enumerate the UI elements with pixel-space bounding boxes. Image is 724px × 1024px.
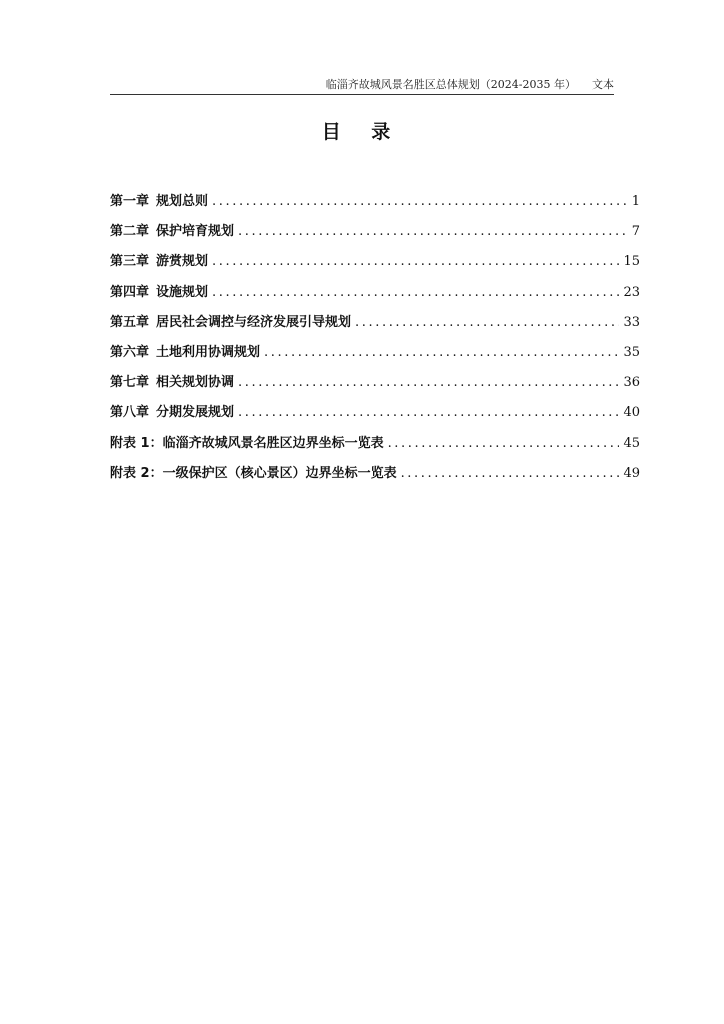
toc-entry-label xyxy=(110,403,234,423)
toc-entry[interactable] xyxy=(110,403,640,433)
toc-entry-title: 附表 2：一级保护区（核心景区）边界坐标一览表 xyxy=(110,465,397,481)
toc-entry-label xyxy=(110,222,234,242)
toc-entry-label xyxy=(110,283,208,303)
header-document-title: 临淄齐故城风景名胜区总体规划（2024-2035 年） xyxy=(325,78,576,91)
toc-dot-leader xyxy=(238,403,619,423)
toc-entry[interactable] xyxy=(110,343,640,373)
toc-entry-title: 规划总则 xyxy=(156,194,209,209)
toc-entry-title: 游赏规划 xyxy=(156,254,209,270)
toc-entry[interactable] xyxy=(110,464,640,494)
toc-dot-leader xyxy=(355,313,619,333)
toc-entry[interactable] xyxy=(110,373,640,403)
toc-entry-page: 7 xyxy=(631,224,640,240)
toc-entry[interactable] xyxy=(110,283,640,313)
toc-entry-page: 1 xyxy=(631,194,640,209)
toc-entry-title: 相关规划协调 xyxy=(156,375,235,391)
toc-entry[interactable] xyxy=(110,252,640,282)
toc-dot-leader xyxy=(212,252,619,272)
toc-entry-page: 33 xyxy=(623,314,640,330)
toc-dot-leader xyxy=(264,343,619,363)
header-tag: 文本 xyxy=(592,78,614,91)
toc-entry-title: 居民社会调控与经济发展引导规划 xyxy=(156,314,352,330)
toc-entry-label xyxy=(110,252,208,272)
toc-entry[interactable] xyxy=(110,434,640,464)
toc-entry-label xyxy=(110,373,234,393)
toc-entry-page: 23 xyxy=(623,284,640,300)
toc-entry-chapter: 第六章 xyxy=(110,344,150,360)
toc-entry-chapter: 第八章 xyxy=(110,405,150,421)
toc-entry-title: 设施规划 xyxy=(156,284,209,300)
toc-entry-page: 15 xyxy=(623,254,640,270)
toc-dot-leader xyxy=(212,192,628,212)
toc-entry-label xyxy=(110,343,260,363)
toc-entry-page: 49 xyxy=(623,465,640,481)
toc-entry-page: 45 xyxy=(623,435,640,451)
toc-entry-label xyxy=(110,434,384,454)
toc-entry-chapter: 第一章 xyxy=(110,194,150,209)
toc-entry-title: 土地利用协调规划 xyxy=(156,344,261,360)
toc-title: 目 录 xyxy=(321,121,403,143)
toc-entry-chapter: 第四章 xyxy=(110,284,150,300)
toc-dot-leader xyxy=(238,222,628,242)
toc-entry-chapter: 第三章 xyxy=(110,254,150,270)
toc-entry-page: 36 xyxy=(623,375,640,391)
table-of-contents xyxy=(110,192,640,494)
toc-entry-label xyxy=(110,464,397,484)
toc-entry-chapter: 第七章 xyxy=(110,375,150,391)
toc-dot-leader xyxy=(212,283,619,303)
toc-entry-title: 分期发展规划 xyxy=(156,405,235,421)
toc-entry-title: 保护培育规划 xyxy=(156,224,235,240)
toc-entry[interactable] xyxy=(110,222,640,252)
toc-entry-label xyxy=(110,313,351,333)
toc-dot-leader xyxy=(401,464,620,484)
running-header xyxy=(110,78,614,94)
toc-entry-label xyxy=(110,192,208,212)
toc-entry-page: 40 xyxy=(623,405,640,421)
toc-entry-page: 35 xyxy=(623,344,640,360)
toc-dot-leader xyxy=(238,373,619,393)
header-rule xyxy=(110,94,614,95)
toc-entry[interactable] xyxy=(110,192,640,222)
toc-dot-leader xyxy=(388,434,620,454)
toc-entry-title: 附表 1：临淄齐故城风景名胜区边界坐标一览表 xyxy=(110,435,384,451)
toc-entry-chapter: 第五章 xyxy=(110,314,150,330)
toc-entry[interactable] xyxy=(110,313,640,343)
toc-entry-chapter: 第二章 xyxy=(110,224,150,240)
